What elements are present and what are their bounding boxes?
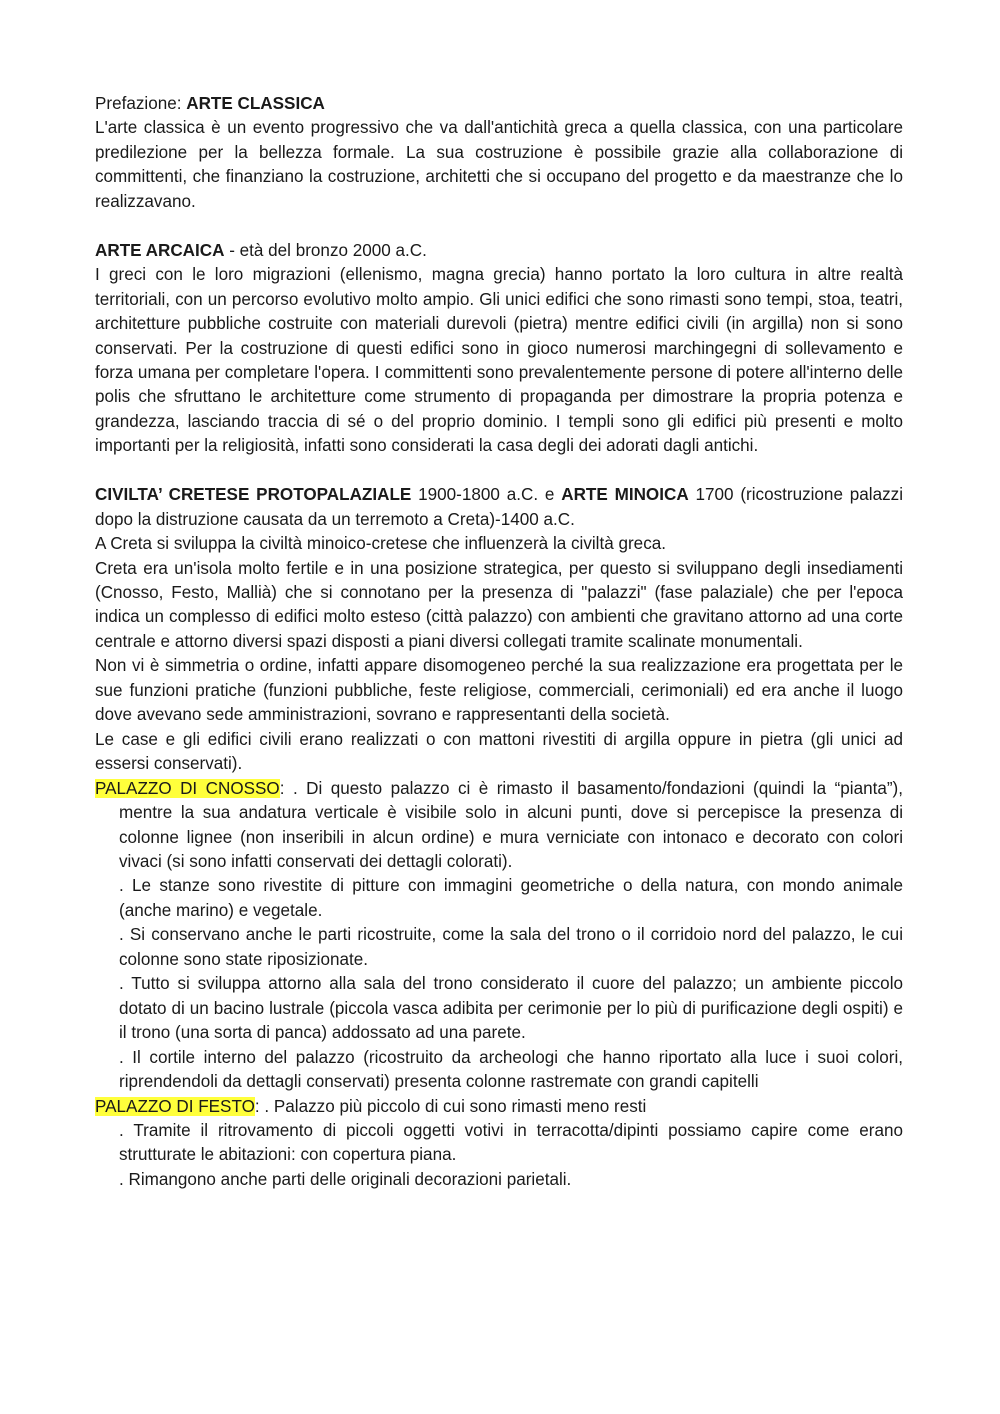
- cnosso-text: : . Di questo palazzo ci è rimasto il basamento/fondazioni (quindi la “pianta”), mentre la sua andatura verticale è visibile solo in alcuni punti, dove si percepisce la presenza di colonne lignee (non inseribili in alcun ordine) e mura verniciate con intonaco e decorato con colori vivaci (si sono infatti conservati dei dettagli colorati).: [119, 778, 903, 872]
- preface-paragraph: L'arte classica è un evento progressivo che va dall'antichità greca a quella classica, con una particolare predilezione per la bellezza formale. La sua costruzione è possibile grazie alla collaborazione di committenti, che finanziano la costruzione, architetti che si occupano del progetto e da maestranze che lo realizzavano.: [95, 118, 903, 211]
- preface-title: ARTE CLASSICA: [186, 94, 325, 113]
- cretan-paragraph-3: Non vi è simmetria o ordine, infatti appare disomogeneo perché la sua realizzazione era progettata per le sue funzioni pratiche (funzioni pubbliche, feste religiose, commerciali, cerimoniali) ed era anche il luogo dove avevano sede amministrazioni, sovrano e rappresentanti della società.: [95, 656, 903, 725]
- cretan-dates-2: 1700 (ricostruzione palazzi dopo la distruzione causata da un terremoto a Creta)-1400 a.C.: [95, 485, 903, 529]
- archaic-heading: [95, 239, 903, 263]
- cnosso-item: . Si conservano anche le parti ricostruite, come la sala del trono o il corridoio nord del palazzo, le cui colonne sono state riposizionate.: [119, 925, 903, 969]
- spacer: [95, 214, 903, 238]
- archaic-paragraph: I greci con le loro migrazioni (ellenismo, magna grecia) hanno portato la loro cultura in altre realtà territoriali, con un percorso evolutivo molto ampio. Gli unici edifici che sono rimasti sono tempi, stoa, teatri, architetture pubbliche costruite con materiali durevoli (pietra) mentre edifici civili (in argilla) non si sono conservati. Per la costruzione di questi edifici sono in gioco numerosi marchingegni di sollevamento e forza umana per completare l'opera. I committenti sono prevalentemente persone di potere all'interno delle polis che sfruttano le architetture come strumento di propaganda per dimostrare la propria potenza e grandezza, lasciando traccia di sé o del proprio dominio. I templi sono gli edifici più presenti e molto importanti per la religiosità, infatti sono considerati la casa degli dei adorati dagli antichi.: [95, 265, 903, 456]
- cnosso-item: . Il cortile interno del palazzo (ricostruito da archeologi che hanno riportato alla luce i suoi colori, riprendendoli da dettagli conservati) presenta colonne rastremate con grandi capitelli: [119, 1047, 903, 1092]
- cretan-title-2: ARTE MINOICA: [561, 485, 689, 505]
- festo-item: . Rimangono anche parti delle originali decorazioni parietali.: [119, 1169, 572, 1189]
- cretan-title-1: CIVILTA’ CRETESE PROTOPALAZIALE: [95, 485, 412, 505]
- preface-label: Prefazione:: [95, 94, 187, 113]
- cretan-paragraph-1: A Creta si sviluppa la civiltà minoico-cretese che influenzerà la civiltà greca.: [95, 534, 666, 554]
- cnosso-paragraph: [95, 777, 903, 875]
- preface-heading: [95, 92, 903, 116]
- cretan-paragraph-4: Le case e gli edifici civili erano realizzati o con mattoni rivestiti di argilla oppure in pietra (gli unici ad essersi conservati).: [95, 729, 903, 774]
- spacer: [95, 459, 903, 483]
- festo-item: . Tramite il ritrovamento di piccoli oggetti votivi in terracotta/dipinti possiamo capire come erano strutturate le abitazioni: con copertura piana.: [119, 1121, 903, 1165]
- archaic-title: ARTE ARCAICA: [95, 240, 225, 260]
- cretan-paragraph-2: Creta era un'isola molto fertile e in una posizione strategica, per questo si sviluppano degli insediamenti (Cnosso, Festo, Mallià) che si connotano per la presenza di "palazzi" (fase palaziale) che per l'epoca indica un complesso di edifici molto esteso (città palazzo) con ambienti che gravitano attorno ad una corte centrale e attorno diversi spazi disposti a piani diversi collegati tramite scalinate monumentali.: [95, 558, 903, 651]
- cnosso-item: . Le stanze sono rivestite di pitture con immagini geometriche o della natura, con mondo animale (anche marino) e vegetale.: [119, 876, 903, 920]
- cnosso-highlight-label: PALAZZO DI CNOSSO: [95, 778, 280, 798]
- cretan-dates-1: 1900-1800 a.C. e: [411, 485, 562, 505]
- festo-paragraph: [95, 1095, 903, 1119]
- festo-highlight-label: PALAZZO DI FESTO: [95, 1096, 255, 1116]
- document-page: [95, 92, 903, 1192]
- cnosso-item: . Tutto si sviluppa attorno alla sala del trono considerato il cuore del palazzo; un ambiente piccolo dotato di un bacino lustrale (piccola vasca adibita per cerimonie per lo più di purificazione degli ospiti) e il trono (una sorta di panca) addossato ad una parete.: [119, 974, 903, 1043]
- festo-text: : . Palazzo più piccolo di cui sono rimasti meno resti: [254, 1096, 647, 1116]
- cretan-heading: [95, 483, 903, 532]
- archaic-subtitle: - età del bronzo 2000 a.C.: [224, 240, 427, 260]
